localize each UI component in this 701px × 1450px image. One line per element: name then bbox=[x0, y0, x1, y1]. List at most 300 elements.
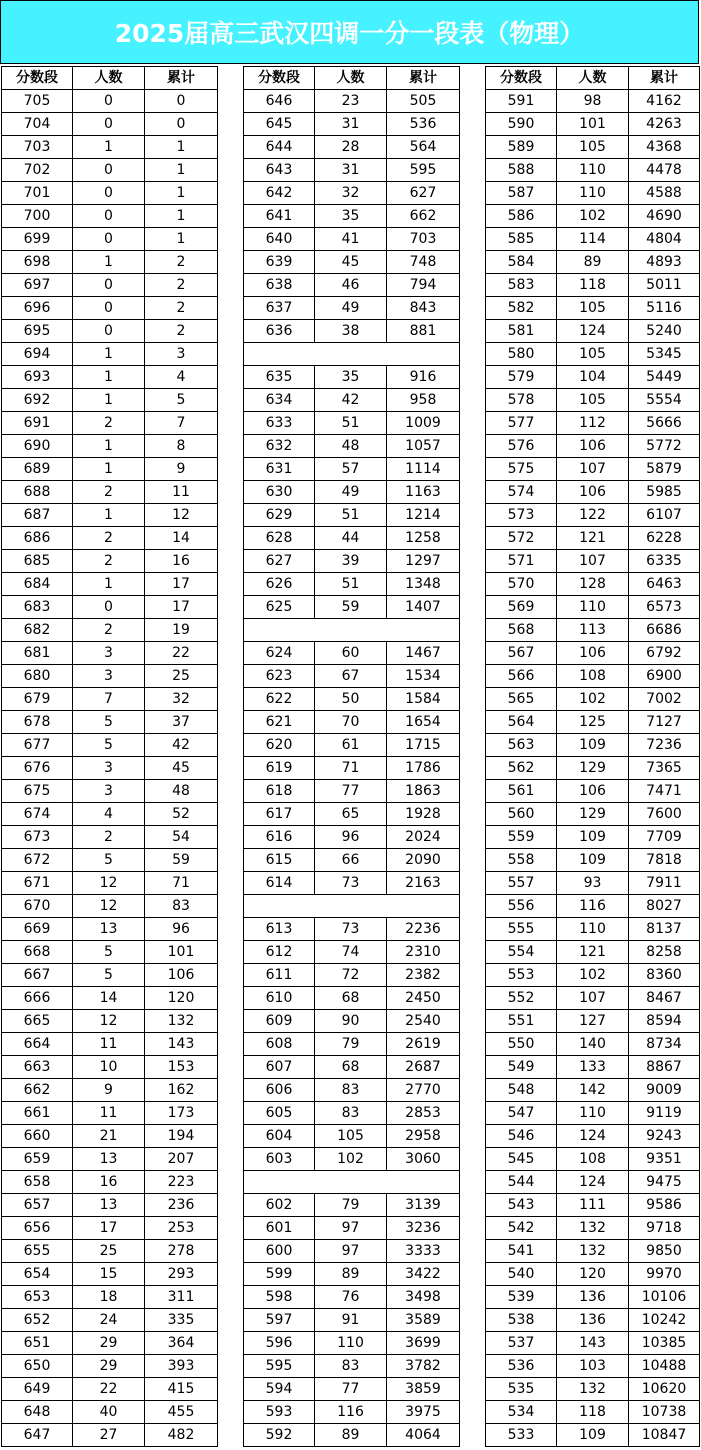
cell-count: 18 bbox=[73, 1286, 145, 1309]
cell-score: 626 bbox=[244, 573, 315, 596]
table-row bbox=[2, 1033, 218, 1056]
cell-score: 533 bbox=[486, 1424, 557, 1447]
cell-count: 61 bbox=[315, 734, 387, 757]
cell-count: 132 bbox=[557, 1378, 629, 1401]
cell-score: 695 bbox=[2, 320, 73, 343]
cell-cumulative: 958 bbox=[387, 389, 460, 412]
table-row bbox=[244, 757, 460, 780]
cell-count: 1 bbox=[73, 435, 145, 458]
cell-score: 688 bbox=[2, 481, 73, 504]
table-row bbox=[244, 1217, 460, 1240]
cell-count: 35 bbox=[315, 205, 387, 228]
table-row bbox=[2, 182, 218, 205]
cell-cumulative: 1654 bbox=[387, 711, 460, 734]
cell-score: 592 bbox=[244, 1424, 315, 1447]
cell-count: 0 bbox=[73, 90, 145, 113]
cell-count: 96 bbox=[315, 826, 387, 849]
table-row bbox=[244, 90, 460, 113]
table-row bbox=[486, 573, 700, 596]
cell-count: 11 bbox=[73, 1033, 145, 1056]
cell-count: 11 bbox=[73, 1102, 145, 1125]
cell-cumulative: 42 bbox=[145, 734, 218, 757]
cell-cumulative: 1715 bbox=[387, 734, 460, 757]
cell-cumulative: 9009 bbox=[629, 1079, 700, 1102]
table-row bbox=[244, 780, 460, 803]
cell-cumulative: 10738 bbox=[629, 1401, 700, 1424]
table-row bbox=[244, 389, 460, 412]
table-row bbox=[244, 849, 460, 872]
table-row bbox=[244, 987, 460, 1010]
cell-count: 132 bbox=[557, 1240, 629, 1263]
cell-count: 104 bbox=[557, 366, 629, 389]
cell-cumulative: 5116 bbox=[629, 297, 700, 320]
cell-cumulative: 17 bbox=[145, 573, 218, 596]
table-row bbox=[2, 987, 218, 1010]
cell-score: 569 bbox=[486, 596, 557, 619]
cell-count: 17 bbox=[73, 1217, 145, 1240]
table-row bbox=[2, 1171, 218, 1194]
cell-cumulative: 59 bbox=[145, 849, 218, 872]
cell-count: 44 bbox=[315, 527, 387, 550]
cell-count: 3 bbox=[73, 642, 145, 665]
table-row bbox=[2, 849, 218, 872]
table-row bbox=[486, 1286, 700, 1309]
table-row bbox=[2, 113, 218, 136]
cell-count: 112 bbox=[557, 412, 629, 435]
cell-score: 606 bbox=[244, 1079, 315, 1102]
cell-score: 700 bbox=[2, 205, 73, 228]
cell-score: 579 bbox=[486, 366, 557, 389]
cell-score: 607 bbox=[244, 1056, 315, 1079]
table-body bbox=[2, 90, 218, 1447]
table-row bbox=[244, 918, 460, 941]
table-row bbox=[244, 642, 460, 665]
cell-score: 605 bbox=[244, 1102, 315, 1125]
table-row bbox=[244, 711, 460, 734]
table-row bbox=[244, 734, 460, 757]
cell-score: 641 bbox=[244, 205, 315, 228]
cell-count: 1 bbox=[73, 251, 145, 274]
table-row bbox=[2, 343, 218, 366]
cell-cumulative: 4368 bbox=[629, 136, 700, 159]
cell-score: 617 bbox=[244, 803, 315, 826]
table-row bbox=[486, 90, 700, 113]
cell-count: 4 bbox=[73, 803, 145, 826]
table-row bbox=[486, 642, 700, 665]
cell-score: 562 bbox=[486, 757, 557, 780]
table-row bbox=[244, 136, 460, 159]
header-count: 人数 bbox=[73, 67, 145, 90]
cell-count: 10 bbox=[73, 1056, 145, 1079]
table-row bbox=[244, 1125, 460, 1148]
cell-cumulative: 1348 bbox=[387, 573, 460, 596]
page-title: 2025届高三武汉四调一分一段表（物理） bbox=[114, 19, 585, 48]
cell-cumulative: 7127 bbox=[629, 711, 700, 734]
cell-count: 102 bbox=[557, 688, 629, 711]
table-row bbox=[244, 1263, 460, 1286]
cell-count: 107 bbox=[557, 458, 629, 481]
cell-cumulative: 96 bbox=[145, 918, 218, 941]
cell-count: 59 bbox=[315, 596, 387, 619]
table-row bbox=[486, 987, 700, 1010]
cell-cumulative: 153 bbox=[145, 1056, 218, 1079]
table-row bbox=[244, 481, 460, 504]
table-row bbox=[2, 550, 218, 573]
table-row bbox=[2, 366, 218, 389]
table-row bbox=[486, 596, 700, 619]
table-row bbox=[486, 757, 700, 780]
cell-score: 564 bbox=[486, 711, 557, 734]
cell-score: 657 bbox=[2, 1194, 73, 1217]
cell-cumulative: 1467 bbox=[387, 642, 460, 665]
cell-score: 692 bbox=[2, 389, 73, 412]
cell-cumulative: 662 bbox=[387, 205, 460, 228]
cell-score: 575 bbox=[486, 458, 557, 481]
cell-cumulative: 1009 bbox=[387, 412, 460, 435]
cell-cumulative: 4804 bbox=[629, 228, 700, 251]
cell-cumulative: 8360 bbox=[629, 964, 700, 987]
cell-count bbox=[315, 895, 387, 918]
cell-count: 103 bbox=[557, 1355, 629, 1378]
cell-count: 110 bbox=[557, 918, 629, 941]
cell-cumulative: 8027 bbox=[629, 895, 700, 918]
cell-score: 634 bbox=[244, 389, 315, 412]
header-count: 人数 bbox=[315, 67, 387, 90]
cell-count: 77 bbox=[315, 1378, 387, 1401]
cell-score: 560 bbox=[486, 803, 557, 826]
table-row bbox=[486, 1033, 700, 1056]
table-row bbox=[486, 251, 700, 274]
cell-count: 3 bbox=[73, 757, 145, 780]
table-row bbox=[244, 895, 460, 918]
header-count: 人数 bbox=[557, 67, 629, 90]
cell-count: 110 bbox=[557, 182, 629, 205]
table-row bbox=[486, 849, 700, 872]
cell-count: 105 bbox=[557, 343, 629, 366]
cell-count: 5 bbox=[73, 941, 145, 964]
cell-count: 132 bbox=[557, 1217, 629, 1240]
cell-score: 603 bbox=[244, 1148, 315, 1171]
cell-score: 555 bbox=[486, 918, 557, 941]
cell-cumulative: 2310 bbox=[387, 941, 460, 964]
table-row bbox=[2, 1240, 218, 1263]
table-row bbox=[244, 113, 460, 136]
cell-cumulative: 9586 bbox=[629, 1194, 700, 1217]
table-row bbox=[244, 1010, 460, 1033]
cell-score: 673 bbox=[2, 826, 73, 849]
cell-score: 642 bbox=[244, 182, 315, 205]
table-row bbox=[2, 412, 218, 435]
cell-cumulative: 6228 bbox=[629, 527, 700, 550]
cell-score: 648 bbox=[2, 1401, 73, 1424]
cell-cumulative: 2853 bbox=[387, 1102, 460, 1125]
cell-count: 73 bbox=[315, 872, 387, 895]
cell-cumulative: 7600 bbox=[629, 803, 700, 826]
cell-score: 679 bbox=[2, 688, 73, 711]
cell-count bbox=[315, 343, 387, 366]
cell-cumulative: 71 bbox=[145, 872, 218, 895]
cell-cumulative: 16 bbox=[145, 550, 218, 573]
table-row bbox=[2, 251, 218, 274]
cell-score: 696 bbox=[2, 297, 73, 320]
cell-cumulative: 703 bbox=[387, 228, 460, 251]
cell-cumulative: 54 bbox=[145, 826, 218, 849]
cell-count: 1 bbox=[73, 343, 145, 366]
cell-count: 0 bbox=[73, 159, 145, 182]
table-row bbox=[244, 573, 460, 596]
cell-cumulative: 2540 bbox=[387, 1010, 460, 1033]
cell-cumulative: 12 bbox=[145, 504, 218, 527]
cell-cumulative: 1786 bbox=[387, 757, 460, 780]
table-row bbox=[2, 1102, 218, 1125]
cell-cumulative: 32 bbox=[145, 688, 218, 711]
cell-count: 5 bbox=[73, 849, 145, 872]
cell-score: 621 bbox=[244, 711, 315, 734]
cell-cumulative: 173 bbox=[145, 1102, 218, 1125]
cell-score: 584 bbox=[486, 251, 557, 274]
cell-count: 2 bbox=[73, 826, 145, 849]
table-row bbox=[486, 619, 700, 642]
table-row bbox=[486, 228, 700, 251]
cell-cumulative: 1407 bbox=[387, 596, 460, 619]
cell-cumulative: 207 bbox=[145, 1148, 218, 1171]
cell-score: 586 bbox=[486, 205, 557, 228]
cell-count: 21 bbox=[73, 1125, 145, 1148]
cell-score: 534 bbox=[486, 1401, 557, 1424]
cell-score: 683 bbox=[2, 596, 73, 619]
table-row bbox=[2, 1148, 218, 1171]
table-row bbox=[244, 1286, 460, 1309]
table-row bbox=[244, 274, 460, 297]
table-row bbox=[486, 780, 700, 803]
table-row bbox=[2, 619, 218, 642]
cell-score: 536 bbox=[486, 1355, 557, 1378]
cell-cumulative: 2024 bbox=[387, 826, 460, 849]
cell-score bbox=[244, 343, 315, 366]
table-row bbox=[486, 550, 700, 573]
cell-cumulative: 482 bbox=[145, 1424, 218, 1447]
cell-count: 102 bbox=[315, 1148, 387, 1171]
table-row bbox=[244, 1355, 460, 1378]
cell-cumulative: 10385 bbox=[629, 1332, 700, 1355]
score-table-1 bbox=[1, 66, 218, 1447]
table-row bbox=[244, 1378, 460, 1401]
cell-count: 45 bbox=[315, 251, 387, 274]
cell-score: 545 bbox=[486, 1148, 557, 1171]
cell-cumulative: 794 bbox=[387, 274, 460, 297]
table-row bbox=[2, 711, 218, 734]
cell-count: 13 bbox=[73, 1148, 145, 1171]
cell-count: 97 bbox=[315, 1217, 387, 1240]
cell-count: 98 bbox=[557, 90, 629, 113]
table-row bbox=[486, 872, 700, 895]
cell-score: 540 bbox=[486, 1263, 557, 1286]
cell-count: 129 bbox=[557, 757, 629, 780]
table-row bbox=[244, 826, 460, 849]
cell-cumulative: 7236 bbox=[629, 734, 700, 757]
cell-count: 39 bbox=[315, 550, 387, 573]
cell-count: 71 bbox=[315, 757, 387, 780]
table-row bbox=[2, 872, 218, 895]
cell-score: 568 bbox=[486, 619, 557, 642]
cell-cumulative: 9970 bbox=[629, 1263, 700, 1286]
cell-count: 12 bbox=[73, 895, 145, 918]
cell-count: 46 bbox=[315, 274, 387, 297]
cell-score: 613 bbox=[244, 918, 315, 941]
cell-score: 652 bbox=[2, 1309, 73, 1332]
cell-score: 638 bbox=[244, 274, 315, 297]
table-row bbox=[2, 527, 218, 550]
cell-count: 128 bbox=[557, 573, 629, 596]
table-row bbox=[2, 481, 218, 504]
cell-count: 3 bbox=[73, 780, 145, 803]
cell-cumulative: 3139 bbox=[387, 1194, 460, 1217]
table-row bbox=[244, 366, 460, 389]
cell-count: 15 bbox=[73, 1263, 145, 1286]
table-row bbox=[244, 1102, 460, 1125]
cell-score: 573 bbox=[486, 504, 557, 527]
cell-score: 581 bbox=[486, 320, 557, 343]
cell-score: 615 bbox=[244, 849, 315, 872]
cell-score: 602 bbox=[244, 1194, 315, 1217]
cell-count: 105 bbox=[557, 136, 629, 159]
table-row bbox=[486, 205, 700, 228]
cell-cumulative: 2770 bbox=[387, 1079, 460, 1102]
cell-score: 687 bbox=[2, 504, 73, 527]
cell-score: 561 bbox=[486, 780, 557, 803]
cell-cumulative: 5 bbox=[145, 389, 218, 412]
cell-score: 565 bbox=[486, 688, 557, 711]
cell-count: 5 bbox=[73, 734, 145, 757]
cell-cumulative: 4064 bbox=[387, 1424, 460, 1447]
cell-score: 627 bbox=[244, 550, 315, 573]
table-row bbox=[2, 320, 218, 343]
cell-score: 666 bbox=[2, 987, 73, 1010]
table-row bbox=[2, 780, 218, 803]
table-row bbox=[2, 136, 218, 159]
cell-cumulative: 505 bbox=[387, 90, 460, 113]
table-row bbox=[486, 1148, 700, 1171]
cell-count: 60 bbox=[315, 642, 387, 665]
cell-count: 109 bbox=[557, 1424, 629, 1447]
cell-count: 65 bbox=[315, 803, 387, 826]
cell-cumulative: 3 bbox=[145, 343, 218, 366]
cell-count: 1 bbox=[73, 458, 145, 481]
cell-cumulative: 101 bbox=[145, 941, 218, 964]
cell-cumulative: 5985 bbox=[629, 481, 700, 504]
cell-score: 670 bbox=[2, 895, 73, 918]
cell-score: 549 bbox=[486, 1056, 557, 1079]
cell-count: 1 bbox=[73, 366, 145, 389]
cell-cumulative: 1 bbox=[145, 136, 218, 159]
cell-score: 702 bbox=[2, 159, 73, 182]
cell-score: 649 bbox=[2, 1378, 73, 1401]
cell-cumulative: 25 bbox=[145, 665, 218, 688]
table-row bbox=[486, 1102, 700, 1125]
table-row bbox=[244, 1148, 460, 1171]
table-row bbox=[244, 412, 460, 435]
cell-score: 672 bbox=[2, 849, 73, 872]
cell-cumulative: 8467 bbox=[629, 987, 700, 1010]
cell-count: 83 bbox=[315, 1102, 387, 1125]
table-row bbox=[486, 1401, 700, 1424]
cell-count: 28 bbox=[315, 136, 387, 159]
table-row bbox=[244, 251, 460, 274]
cell-count: 136 bbox=[557, 1309, 629, 1332]
cell-count: 90 bbox=[315, 1010, 387, 1033]
cell-cumulative: 17 bbox=[145, 596, 218, 619]
cell-cumulative: 881 bbox=[387, 320, 460, 343]
cell-cumulative: 2 bbox=[145, 251, 218, 274]
cell-score: 541 bbox=[486, 1240, 557, 1263]
cell-score: 661 bbox=[2, 1102, 73, 1125]
cell-score: 611 bbox=[244, 964, 315, 987]
table-row bbox=[486, 941, 700, 964]
table-row bbox=[244, 941, 460, 964]
table-row bbox=[486, 366, 700, 389]
table-row bbox=[2, 458, 218, 481]
table-row bbox=[244, 1309, 460, 1332]
cell-count: 91 bbox=[315, 1309, 387, 1332]
table-row bbox=[486, 826, 700, 849]
cell-count: 68 bbox=[315, 1056, 387, 1079]
cell-cumulative: 4 bbox=[145, 366, 218, 389]
table-row bbox=[244, 1332, 460, 1355]
cell-score: 548 bbox=[486, 1079, 557, 1102]
header-row bbox=[486, 67, 700, 90]
cell-score: 629 bbox=[244, 504, 315, 527]
cell-count: 23 bbox=[315, 90, 387, 113]
table-row bbox=[486, 1378, 700, 1401]
table-row bbox=[244, 596, 460, 619]
cell-count: 57 bbox=[315, 458, 387, 481]
cell-count: 110 bbox=[557, 159, 629, 182]
cell-cumulative: 6335 bbox=[629, 550, 700, 573]
table-row bbox=[2, 1378, 218, 1401]
cell-score: 651 bbox=[2, 1332, 73, 1355]
cell-cumulative: 393 bbox=[145, 1355, 218, 1378]
table-row bbox=[244, 964, 460, 987]
cell-cumulative: 7818 bbox=[629, 849, 700, 872]
cell-score: 644 bbox=[244, 136, 315, 159]
cell-cumulative: 1 bbox=[145, 182, 218, 205]
table-row bbox=[486, 320, 700, 343]
cell-count: 109 bbox=[557, 734, 629, 757]
cell-count: 107 bbox=[557, 987, 629, 1010]
cell-count: 124 bbox=[557, 1171, 629, 1194]
cell-cumulative: 2 bbox=[145, 297, 218, 320]
cell-cumulative: 2236 bbox=[387, 918, 460, 941]
table-row bbox=[2, 1056, 218, 1079]
cell-count: 0 bbox=[73, 297, 145, 320]
cell-count: 101 bbox=[557, 113, 629, 136]
cell-score: 647 bbox=[2, 1424, 73, 1447]
table-row bbox=[2, 1309, 218, 1332]
cell-cumulative: 10488 bbox=[629, 1355, 700, 1378]
cell-cumulative: 2958 bbox=[387, 1125, 460, 1148]
cell-cumulative: 536 bbox=[387, 113, 460, 136]
header-cumulative: 累计 bbox=[145, 67, 218, 90]
header-score: 分数段 bbox=[2, 67, 73, 90]
cell-cumulative: 843 bbox=[387, 297, 460, 320]
cell-score: 591 bbox=[486, 90, 557, 113]
cell-score: 699 bbox=[2, 228, 73, 251]
cell-count: 143 bbox=[557, 1332, 629, 1355]
cell-score: 684 bbox=[2, 573, 73, 596]
cell-cumulative: 3589 bbox=[387, 1309, 460, 1332]
cell-score: 597 bbox=[244, 1309, 315, 1332]
header-cumulative: 累计 bbox=[629, 67, 700, 90]
